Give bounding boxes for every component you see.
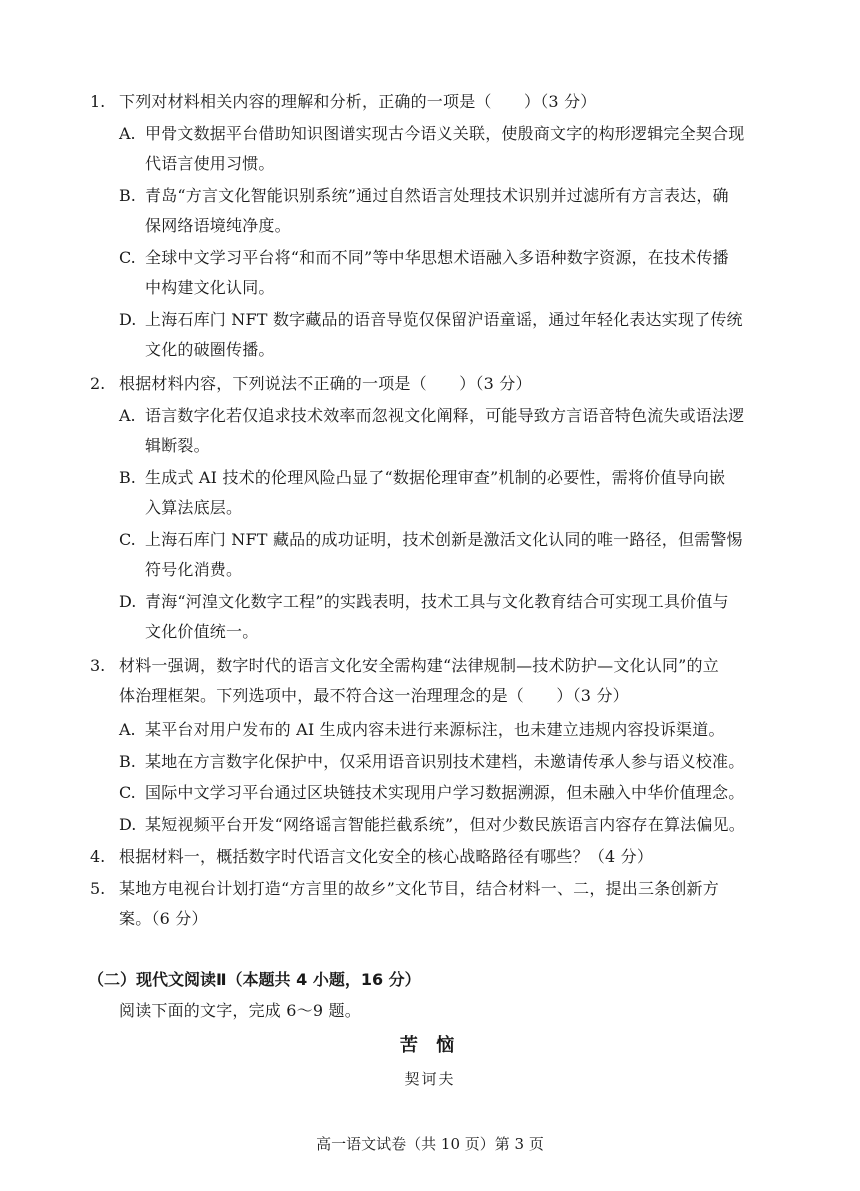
option-text: 青海“河湟文化数字工程”的实践表明，技术工具与文化教育结合可实现工具价值与 xyxy=(145,592,729,611)
option-letter: C. xyxy=(119,783,136,802)
option-letter: D. xyxy=(119,592,137,611)
question-stem: 根据材料内容，下列说法不正确的一项是（ ）（3 分） xyxy=(119,374,532,393)
option-text: 保网络语境纯净度。 xyxy=(145,216,291,235)
option-letter: C. xyxy=(119,530,136,549)
question-number: 5. xyxy=(90,879,106,898)
question-number: 3. xyxy=(90,656,106,675)
option-letter: D. xyxy=(119,815,137,834)
question-stem: 某地方电视台计划打造“方言里的故乡”文化节目，结合材料一、二，提出三条创新方 xyxy=(119,879,719,898)
option-text: 辑断裂。 xyxy=(145,436,210,455)
question-stem: 根据材料一，概括数字时代语言文化安全的核心战略路径有哪些？（4 分） xyxy=(119,847,654,866)
option-letter: B. xyxy=(119,468,136,487)
option-text: 语言数字化若仅追求技术效率而忽视文化阐释，可能导致方言语音特色流失或语法逻 xyxy=(145,406,745,425)
option-text: 符号化消费。 xyxy=(145,560,243,579)
option-text: 某平台对用户发布的 AI 生成内容未进行来源标注，也未建立违规内容投诉渠道。 xyxy=(145,720,725,739)
option-letter: A. xyxy=(119,720,136,739)
passage-author: 契诃夫 xyxy=(404,1070,456,1088)
question-stem: 案。（6 分） xyxy=(119,909,208,928)
option-text: 代语言使用习惯。 xyxy=(145,154,275,173)
question-stem: 体治理框架。下列选项中，最不符合这一治理理念的是（ ）（3 分） xyxy=(119,686,629,705)
option-letter: A. xyxy=(119,124,136,143)
option-letter: C. xyxy=(119,248,136,267)
page-footer: 高一语文试卷（共 10 页）第 3 页 xyxy=(316,1135,544,1153)
option-text: 入算法底层。 xyxy=(145,498,243,517)
option-text: 某短视频平台开发“网络谣言智能拦截系统”，但对少数民族语言内容存在算法偏见。 xyxy=(145,815,745,834)
section-instruction: 阅读下面的文字，完成 6～9 题。 xyxy=(119,1001,361,1020)
passage-title: 苦 恼 xyxy=(399,1035,461,1056)
question-number: 2. xyxy=(90,374,106,393)
question-stem: 下列对材料相关内容的理解和分析，正确的一项是（ ）（3 分） xyxy=(119,92,597,111)
option-text: 文化价值统一。 xyxy=(145,622,259,641)
option-letter: B. xyxy=(119,752,136,771)
option-text: 全球中文学习平台将“和而不同”等中华思想术语融入多语种数字资源，在技术传播 xyxy=(145,248,729,267)
option-text: 国际中文学习平台通过区块链技术实现用户学习数据溯源，但未融入中华价值理念。 xyxy=(145,783,745,802)
option-text: 生成式 AI 技术的伦理风险凸显了“数据伦理审查”机制的必要性，需将价值导向嵌 xyxy=(145,468,726,487)
option-text: 上海石库门 NFT 藏品的成功证明，技术创新是激活文化认同的唯一路径，但需警惕 xyxy=(145,530,743,549)
option-text: 甲骨文数据平台借助知识图谱实现古今语义关联，使殷商文字的构形逻辑完全契合现 xyxy=(145,124,745,143)
section-heading: （二）现代文阅读Ⅱ（本题共 4 小题，16 分） xyxy=(88,970,421,989)
option-text: 中构建文化认同。 xyxy=(145,278,275,297)
option-text: 文化的破圈传播。 xyxy=(145,340,275,359)
option-letter: A. xyxy=(119,406,136,425)
question-stem: 材料一强调，数字时代的语言文化安全需构建“法律规制—技术防护—文化认同”的立 xyxy=(119,656,719,675)
option-letter: B. xyxy=(119,186,136,205)
option-text: 某地在方言数字化保护中，仅采用语音识别技术建档，未邀请传承人参与语义校准。 xyxy=(145,752,745,771)
question-number: 1. xyxy=(90,92,106,111)
option-text: 上海石库门 NFT 数字藏品的语音导览仅保留沪语童谣，通过年轻化表达实现了传统 xyxy=(145,310,743,329)
question-number: 4. xyxy=(90,847,106,866)
option-text: 青岛“方言文化智能识别系统”通过自然语言处理技术识别并过滤所有方言表达，确 xyxy=(145,186,729,205)
option-letter: D. xyxy=(119,310,137,329)
